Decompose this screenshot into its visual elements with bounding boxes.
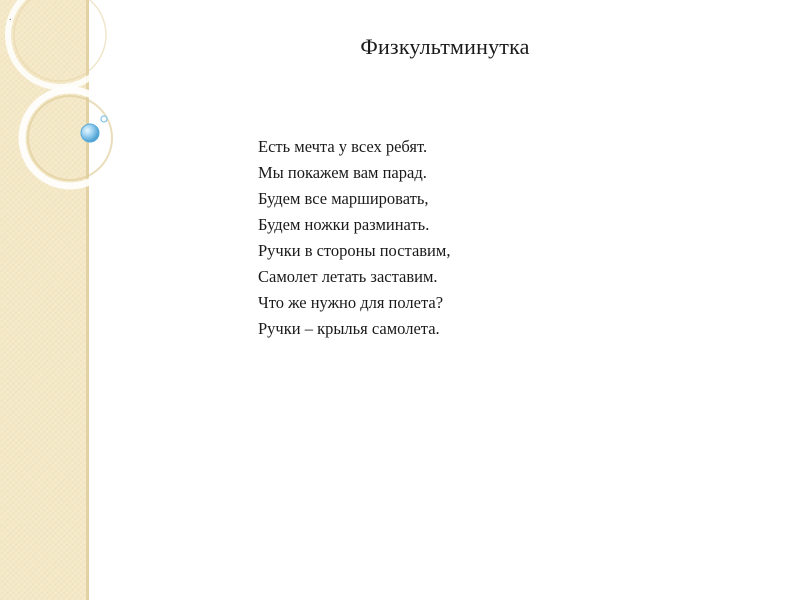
- poem-text: [258, 134, 450, 342]
- ring-decoration: [0, 0, 140, 220]
- poem-line: Мы покажем вам парад.: [258, 163, 427, 182]
- small-bubble-icon: [101, 116, 107, 122]
- corner-mark: .: [9, 12, 12, 23]
- blue-bubble-icon: [81, 124, 99, 142]
- poem-line: Ручки в стороны поставим,: [258, 241, 451, 260]
- poem-line: Есть мечта у всех ребят.: [258, 137, 428, 156]
- poem-line: Самолет летать заставим.: [258, 267, 438, 286]
- poem-line: Ручки – крылья самолета.: [258, 319, 440, 338]
- poem-line: Будем ножки разминать.: [258, 215, 430, 234]
- poem-line: Что же нужно для полета?: [258, 293, 444, 312]
- slide-title: Физкультминутка: [360, 34, 530, 59]
- middle-ring-icon: [22, 90, 118, 186]
- poem-line: Будем все маршировать,: [258, 189, 429, 208]
